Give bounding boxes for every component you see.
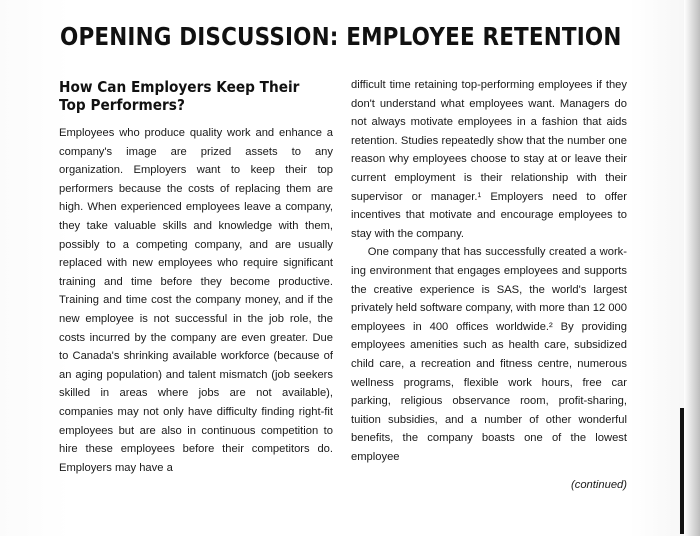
continued-label: (continued) — [571, 479, 627, 492]
page-title: OPENING DISCUSSION: EMPLOYEE RETENTION — [60, 22, 622, 51]
right-paragraph-1: difficult time retaining top-performing employees if they don't understand what employees want. Managers do not always motivate employees in a fashion that aids retention. Studies repeatedly show that the number one reason why employees choose to stay at or leave their current employment is their relationship with their supervisor or manager.¹ Employers need to offer incentives that motivate and encourage employees to stay with the company. — [351, 79, 627, 240]
right-paragraph-2: One company that has successfully created a work-ing environment that engages employees and supports the creative experience is SAS, the world's largest privately held software company, with more than 12 000 employees in 400 offices worldwide.² By providing employees amenities such as health care, subsidized child care, a recreation and fitness centre, numerous wellness programs, flexible work hours, free car parking, religious observance room, profit-sharing, tuition subsidies, and a number of other wonderful benefits, the company boasts one of the lowest employee — [351, 246, 627, 463]
right-column — [351, 76, 627, 495]
page-edge-shadow — [684, 0, 700, 536]
left-column — [59, 78, 333, 477]
section-subheading: How Can Employers Keep Their Top Performers? — [59, 78, 300, 114]
left-paragraph: Employees who produce quality work and enhance a company's image are prized assets to any organization. Employers want to keep their top performers because the costs of replacing them are high. When experienced employees leave a company, they take valuable skills and knowledge with them, possibly to a competing company, and are usually replaced with new employees who require significant training and time before they become productive. Training and time cost the company money, and if the new employee is not successful in the job role, the costs incurred by the company are even greater. Due to Canada's shrinking available workforce (because of an aging population) and talent mismatch (job seekers skilled in areas where jobs are not available), companies may not only have difficulty finding right-fit employees but are also in continuous competition to hire these employees before their competitors do. Employers may have a — [59, 127, 333, 474]
page-margin-bar — [680, 408, 684, 534]
